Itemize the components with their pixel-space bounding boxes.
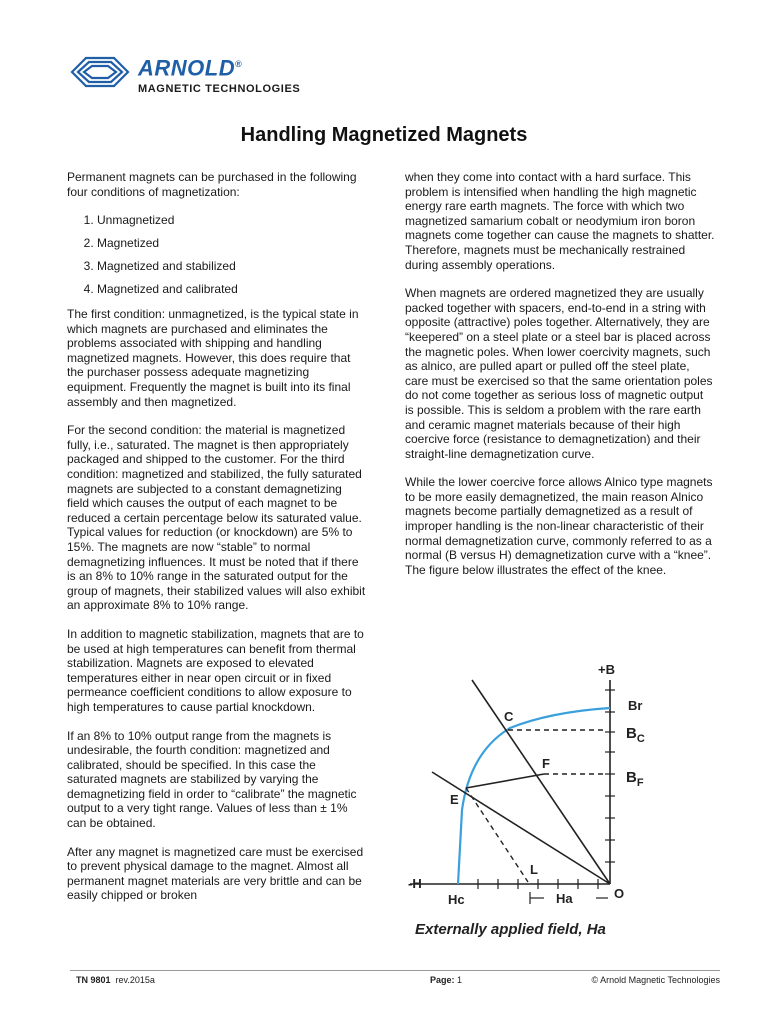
point-f-label: F [542,756,550,771]
arnold-logo-icon [70,56,130,93]
footer-page [430,975,462,985]
bf-main: B [626,769,637,786]
figure-caption: Externally applied field, Ha [415,921,606,938]
hc-label: Hc [448,892,465,907]
page-label: Page: [430,975,455,985]
list-item: 2. Magnetized [97,236,367,251]
origin-label: O [614,886,625,901]
bc-sub: C [636,733,645,745]
paragraph: For the second condition: the material is magnetized fully, i.e., saturated. The magnet is then appropriately packaged and shipped to the customer. For the third condition: magnetized and stabilized, the fully saturated magnets are subjected to a constant demagnetizing field which causes the output of each magnet to be reduced a certain percentage below its saturated value. Typical values for reduction (or knockdown) are 5% to 15%. The magnets are now “stable” to normal demagnetizing influences. It must be noted that if there is an 8% to 10% range in the saturated output for the group of magnets, their stabilized values will also exhibit an approximate 8% to 10% range. [67,423,366,613]
paragraph: when they come into contact with a hard surface. This problem is intensified when handling the high magnetic energy rare earth magnets. The force with which two magnetized samarium cobalt or neodymium iron boron magnets come together can cause the magnets to shatter. Therefore, magnets must be mechanically restrained during assembly operations. [405,170,715,272]
demagnetization-curve [458,708,610,884]
company-wordmark [138,52,300,96]
plus-b-label: +B [598,662,615,677]
left-column [67,170,367,917]
page-number: 1 [457,975,463,985]
paragraph: The first condition: unmagnetized, is the typical state in which magnets are purchased and eliminates the problems associated with shipping and handling magnetized magnets. However, this does require that the purchaser possess adequate magnetizing equipment. Frequently the magnet is built into its final assembly and then magnetized. [67,307,359,409]
demagnetization-figure [400,660,680,950]
bc-main: B [626,725,637,742]
intro-paragraph: Permanent magnets can be purchased in the following four conditions of magnetization: [67,170,357,199]
doc-number: TN 9801 [76,975,111,985]
bf-label [626,769,644,789]
ha-label: Ha [556,891,573,906]
list-item: 1. Unmagnetized [97,213,367,228]
point-e-label: E [450,792,459,807]
footer [70,970,720,989]
bc-label [626,725,645,745]
right-column [405,170,715,591]
bf-sub: F [636,777,644,789]
minus-h-label: -H [408,876,422,891]
paragraph: In addition to magnetic stabilization, magnets that are to be used at high temperatures can benefit from thermal stabilization. Magnets are exposed to elevated temperatures either in near open circuit or in fixed permeance coefficient conditions to allow exposure to high temperatures to cause partial knockdown. [67,626,364,714]
company-subtitle: MAGNETIC TECHNOLOGIES [138,83,301,96]
list-item: 3. Magnetized and stabilized [97,259,367,274]
paragraph: While the lower coercive force allows Alnico type magnets to be more easily demagnetized, the main reason Alnico magnets become partially demagnetized as a result of improper handling is the non-linear characteristic of their normal demagnetization curve, commonly referred to as a normal (B versus H) demagnetization curve with a “knee”. The figure below illustrates the effect of the knee. [405,475,713,577]
footer-doc-info [76,975,155,985]
list-item: 4. Magnetized and calibrated [97,282,367,297]
page-title: Handling Magnetized Magnets [240,124,528,146]
paragraph: After any magnet is magnetized care must be exercised to prevent physical damage to the magnet. Almost all permanent magnet materials are very brittle and can be easily chipped or broken [67,844,364,903]
point-l-label: L [530,862,538,877]
company-name: ARNOLD [138,55,236,81]
br-label: Br [628,698,643,713]
paragraph: If an 8% to 10% output range from the magnets is undesirable, the fourth condition: magnetized and calibrated, should be specified. In this case the saturated magnets are stabilized by varying the demagnetizing field in order to “calibrate” the magnetic output to a very tight range. Values of less than ± 1% can be obtained. [67,728,357,831]
registered-mark: ® [235,59,243,69]
point-c-label: C [504,709,514,724]
footer-copyright: © Arnold Magnetic Technologies [591,975,720,985]
conditions-list [67,213,367,297]
paragraph: When magnets are ordered magnetized they are usually packed together with spacers, end-to-end in a string with opposite (attractive) poles together. Alternatively, they are “keepered” on a steel plate or a steel bar is placed across the magnetic poles. When lower coercivity magnets, such as alnico, are pulled apart or pulled off the steel plate, care must be exercised so that the same orientation poles do not come together as serious loss of magnetic output is possible. This is seldom a problem with the rare earth and ceramic magnet materials because of their high coercive force (resistance to demagnetization) and their straight-line demagnetization curve. [405,286,713,461]
revision: rev.2015a [115,975,155,985]
recoil-line [466,774,544,788]
